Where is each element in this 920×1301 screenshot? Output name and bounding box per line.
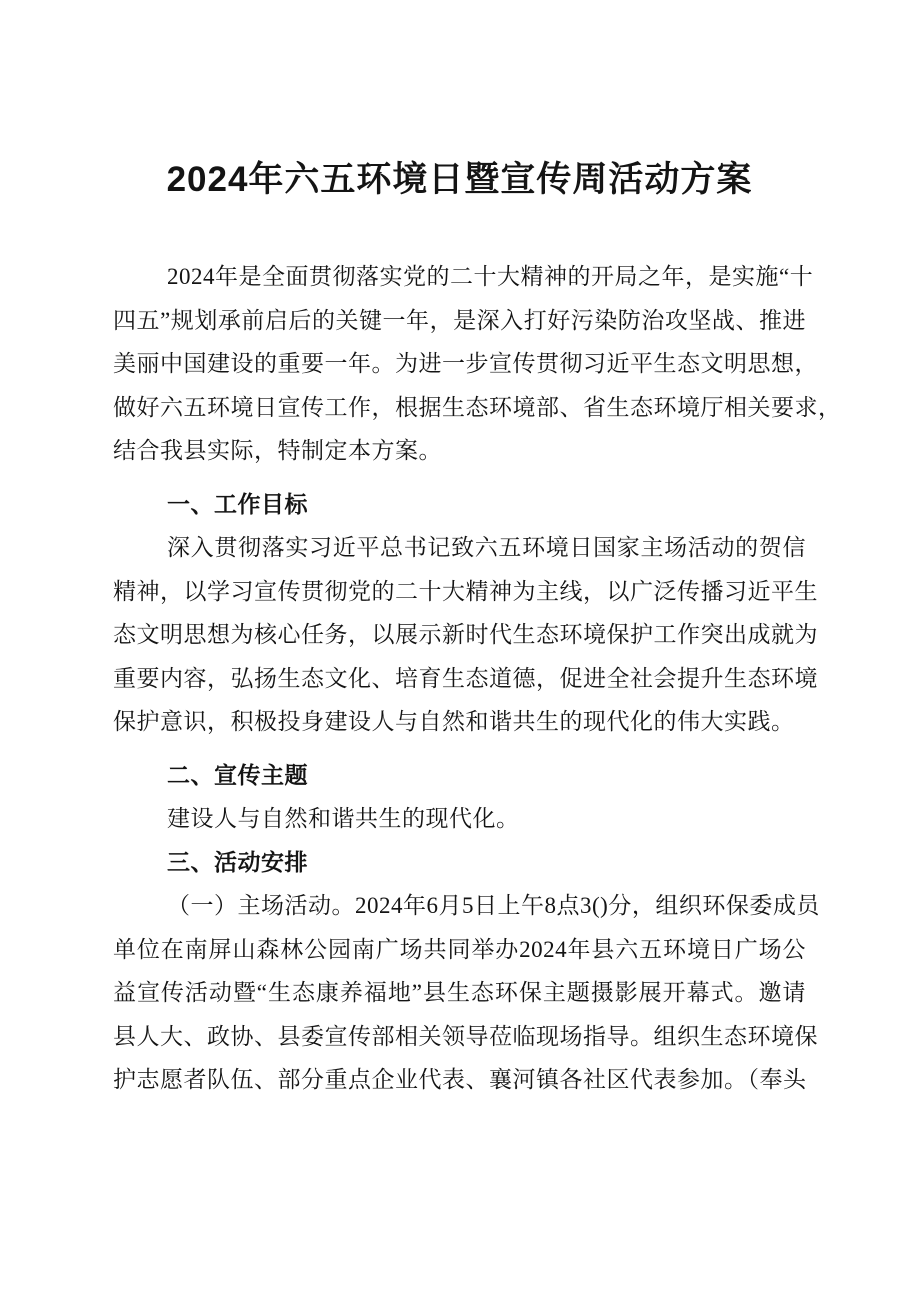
text-line: 2024年是全面贯彻落实党的二十大精神的开局之年，是实施“十	[167, 264, 814, 289]
text-line: 重要内容，弘扬生态文化、培育生态道德，促进全社会提升生态环境	[113, 665, 818, 691]
text-line: 结合我县实际，特制定本方案。	[113, 438, 442, 463]
text-line: 四五”规划承前启后的关键一年，是深入打好污染防治攻坚战、推进	[113, 307, 806, 333]
text-line: 保护意识，积极投身建设人与自然和谐共生的现代化的伟大实践。	[113, 709, 795, 734]
paragraph	[113, 884, 820, 1102]
document-body	[113, 255, 842, 1102]
text-line: 益宣传活动暨“生态康养福地”县生态环保主题摄影展开幕式。邀请	[113, 980, 806, 1005]
text-line: 做好六五环境日宣传工作，根据生态环境部、省生态环境厅相关要求，	[113, 394, 842, 420]
text-line: 态文明思想为核心任务，以展示新时代生态环境保护工作突出成就为	[113, 622, 818, 647]
paragraph	[113, 255, 842, 473]
text-line: 县人大、政协、县委宣传部相关领导莅临现场指导。组织生态环境保	[113, 1023, 818, 1049]
paragraph	[113, 797, 806, 841]
text-line: 深入贯彻落实习近平总书记致六五环境日国家主场活动的贺信	[167, 535, 806, 560]
text-line: （一）主场活动。2024年6月5日上午8点3()分，组织环保委成员	[167, 893, 820, 918]
text-line: 单位在南屏山森林公园南广场共同举办2024年县六五环境日广场公	[113, 936, 806, 962]
document-title: 2024年六五环境日暨宣传周活动方案	[166, 160, 753, 199]
text-line: 建设人与自然和谐共生的现代化。	[167, 806, 520, 831]
text-line: 精神，以学习宣传贯彻党的二十大精神为主线，以广泛传播习近平生	[113, 578, 818, 604]
paragraph	[113, 526, 818, 744]
text-line: 美丽中国建设的重要一年。为进一步宣传贯彻习近平生态文明思想，	[113, 351, 818, 376]
section-heading: 三、活动安排	[167, 849, 308, 875]
text-line: 护志愿者队伍、部分重点企业代表、襄河镇各社区代表参加。（奉头	[113, 1067, 807, 1092]
section-heading: 一、工作目标	[167, 491, 308, 517]
section-heading: 二、宣传主题	[167, 762, 308, 788]
